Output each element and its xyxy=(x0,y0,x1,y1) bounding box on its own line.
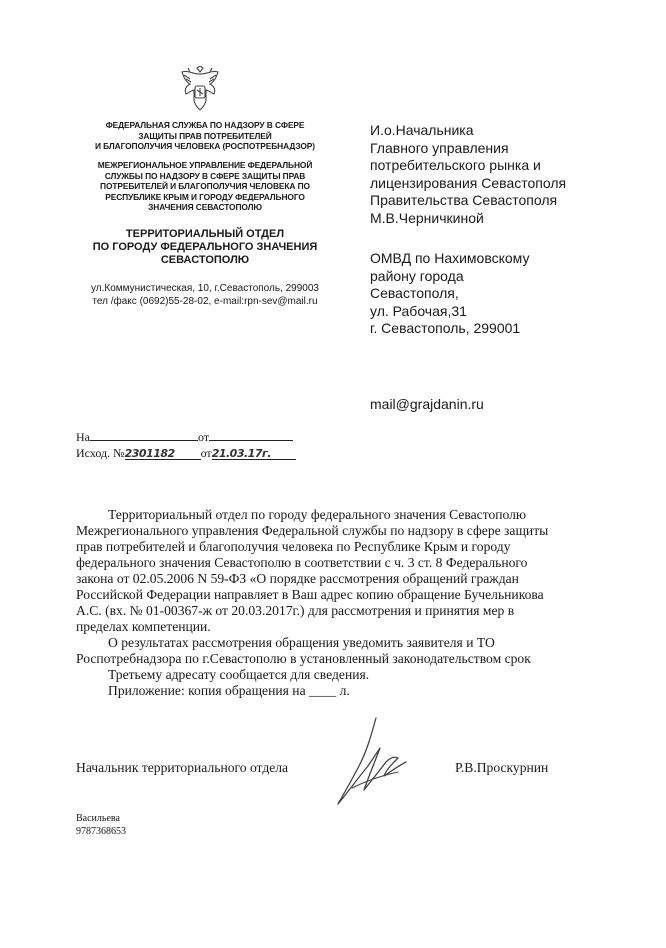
recipient-line: Правительства Севастополя xyxy=(370,192,558,209)
agency-line: И БЛАГОПОЛУЧИЯ ЧЕЛОВЕКА (РОСПОТРЕБНАДЗОР) xyxy=(95,141,315,151)
from-label: от xyxy=(200,446,212,460)
recipient-3-email: mail@grajdanin.ru xyxy=(370,396,484,412)
agency-line: ЗАЩИТЫ ПРАВ ПОТРЕБИТЕЛЕЙ xyxy=(138,130,272,141)
regional-line: ПОТРЕБИТЕЛЕЙ И БЛАГОПОЛУЧИЯ ЧЕЛОВЕКА ПО xyxy=(100,181,310,191)
agency-line: ФЕДЕРАЛЬНАЯ СЛУЖБА ПО НАДЗОРУ В СФЕРЕ xyxy=(105,120,305,130)
outgoing-reference xyxy=(76,446,296,461)
recipient-line: г. Севастополь, 299001 xyxy=(370,320,521,337)
body-line: пределах компетенции. xyxy=(76,619,211,634)
coat-of-arms-emblem xyxy=(178,66,222,112)
recipient-line: ОМВД по Нахимовскому xyxy=(370,250,530,266)
body-line: Роспотребнадзора по г.Севастополю в установленный законодательством срок xyxy=(76,651,531,666)
recipient-line: потребительского рынка и xyxy=(370,157,541,174)
body-line: федерального значения Севастополю в соответствии с ч. 3 ст. 8 Федерального xyxy=(76,555,528,570)
recipient-1 xyxy=(370,122,566,228)
incoming-number-blank xyxy=(90,428,198,441)
territorial-line: ПО ГОРОДУ ФЕДЕРАЛЬНОГО ЗНАЧЕНИЯ xyxy=(92,241,318,253)
recipient-line: И.о.Начальника xyxy=(370,122,474,138)
attachment-line: Приложение: копия обращения на ____ л. xyxy=(108,683,350,698)
territorial-line: ТЕРРИТОРИАЛЬНЫЙ ОТДЕЛ xyxy=(125,228,285,240)
incoming-date-blank xyxy=(209,428,293,441)
recipient-line: Главного управления xyxy=(370,139,509,156)
regional-line: СЛУЖБЫ ПО НАДЗОРУ В СФЕРЕ ЗАЩИТЫ ПРАВ xyxy=(104,170,306,181)
recipient-line: ул. Рабочая,31 xyxy=(370,302,467,319)
regional-line: ЗНАЧЕНИЯ СЕВАСТОПОЛЮ xyxy=(148,202,262,212)
sender-address xyxy=(70,282,340,308)
recipient-line: лицензирования Севастополя xyxy=(370,174,567,191)
recipient-line: району города xyxy=(370,267,464,284)
signatory-name: Р.В.Проскурнин xyxy=(455,760,549,775)
letter-body xyxy=(76,507,602,699)
address-line: ул.Коммунистическая, 10, г.Севастополь, 299003 xyxy=(90,283,319,294)
executor-name: Васильева xyxy=(76,813,120,824)
body-line: О результатах рассмотрения обращения уведомить заявителя и ТО xyxy=(108,635,495,650)
body-line: прав потребителей и благополучия человека по Республике Крым и городу xyxy=(76,539,511,554)
regional-line: МЕЖРЕГИОНАЛЬНОЕ УПРАВЛЕНИЕ ФЕДЕРАЛЬНОЙ xyxy=(97,160,313,170)
contact-line: тел /факс (0692)55-28-02, e-mail:rpn-sev@mail.ru xyxy=(92,296,318,307)
territorial-department-name xyxy=(70,228,340,267)
signatory-position: Начальник территориального отдела xyxy=(76,760,289,775)
from-label: от xyxy=(198,430,210,444)
recipient-2 xyxy=(370,250,529,338)
body-line: Российской Федерации направляет в Ваш адрес копию обращение Бучельникова xyxy=(76,587,544,602)
territorial-line: СЕВАСТОПОЛЮ xyxy=(160,254,250,266)
regional-line: РЕСПУБЛИКЕ КРЫМ И ГОРОДУ ФЕДЕРАЛЬНОГО xyxy=(105,191,305,202)
executor-phone: 9787368653 xyxy=(76,826,126,837)
body-line: Межрегионального управления Федеральной службы по надзору в сфере защиты xyxy=(76,523,549,538)
regional-office-name xyxy=(70,160,340,213)
body-line: А.С. (вх. № 01-00367-ж от 20.03.2017г.) для рассмотрения и принятия мер в xyxy=(76,603,515,618)
incoming-reference xyxy=(76,428,293,445)
recipient-line: Севастополя, xyxy=(370,285,459,302)
on-label: На xyxy=(76,430,90,444)
outgoing-label: Исход. № xyxy=(76,446,125,460)
outgoing-date: 21.03.17г. xyxy=(212,447,296,460)
recipient-line: М.В.Черничкиной xyxy=(370,209,484,226)
outgoing-number: 2301182 xyxy=(125,447,201,460)
notice-line: Третьему адресату сообщается для сведения. xyxy=(108,667,370,682)
executor-info xyxy=(76,812,126,838)
body-line: Территориальный отдел по городу федерального значения Севастополю xyxy=(108,507,527,522)
handwritten-signature xyxy=(328,712,424,816)
body-line: закона от 02.05.2006 N 59-ФЗ «О порядке рассмотрения обращений граждан xyxy=(76,571,519,586)
agency-name xyxy=(70,120,340,152)
